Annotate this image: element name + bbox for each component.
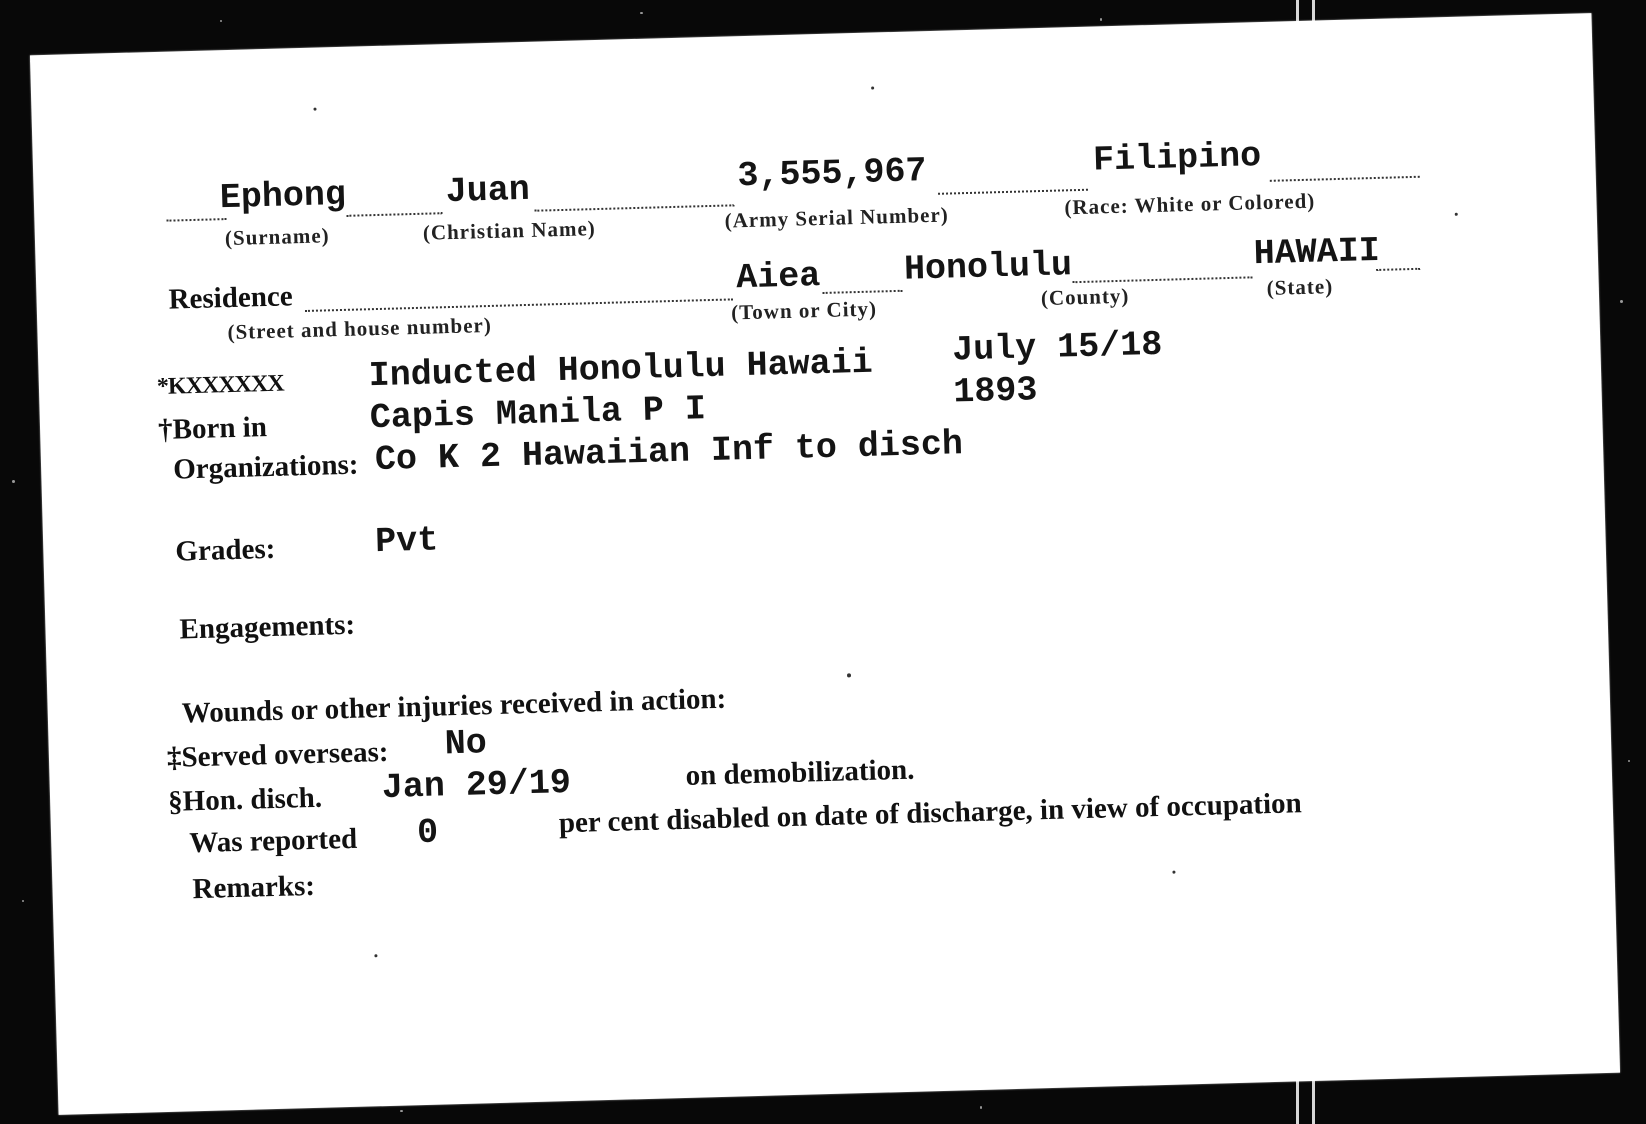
service-record-card (30, 13, 1620, 1115)
dust-mark (871, 86, 874, 89)
serial-number-caption: (Army Serial Number) (724, 202, 950, 233)
grades-label: Grades: (174, 532, 276, 568)
dotted-leader (1072, 276, 1252, 283)
organizations-value: Co K 2 Hawaiian Inf to disch (374, 424, 964, 481)
inducted-date-value: July 15/18 (951, 324, 1163, 371)
dust-mark (374, 954, 377, 957)
race-caption: (Race: White or Colored) (1064, 188, 1316, 220)
birth-year-value: 1893 (952, 370, 1038, 413)
street-caption: (Street and house number) (227, 312, 493, 345)
scan-speck (400, 1110, 403, 1112)
residence-state-value: HAWAII (1253, 230, 1381, 275)
dotted-leader (823, 290, 903, 294)
dotted-leader (305, 298, 733, 312)
dust-mark (1455, 213, 1458, 216)
residence-town-value: Aiea (735, 256, 821, 299)
scan-speck (1100, 18, 1102, 21)
scan-speck (1628, 760, 1630, 762)
serial-number-value: 3,555,967 (736, 151, 927, 197)
demobilization-text: on demobilization. (685, 753, 915, 792)
scan-speck (980, 1106, 982, 1109)
residence-label: Residence (168, 280, 294, 316)
scan-speck (1620, 300, 1623, 303)
remarks-label: Remarks: (192, 869, 316, 906)
christian-name-value: Juan (445, 169, 531, 213)
dotted-leader (938, 189, 1088, 195)
wounds-label: Wounds or other injuries received in action: (181, 682, 727, 730)
born-in-label: †Born in (157, 411, 268, 446)
served-overseas-label: ‡Served overseas: (166, 735, 389, 774)
born-in-value: Capis Manila P I (369, 389, 707, 439)
race-value: Filipino (1092, 136, 1262, 181)
scan-speck (220, 20, 222, 22)
enlisted-label-struck: *KXXXXXX (156, 370, 284, 401)
town-caption: (Town or City) (730, 296, 878, 325)
hon-disch-date-value: Jan 29/19 (381, 762, 572, 809)
organizations-label: Organizations: (172, 448, 359, 486)
scan-speck (12, 480, 15, 483)
dotted-leader (534, 204, 734, 211)
residence-county-value: Honolulu (903, 245, 1073, 290)
scan-speck (640, 12, 643, 14)
grades-value: Pvt (374, 520, 439, 563)
percent-disabled-text: per cent disabled on date of discharge, in view of occupation (558, 787, 1303, 840)
dotted-leader (1376, 268, 1420, 271)
dust-mark (1172, 871, 1175, 874)
dust-mark (313, 108, 316, 111)
dust-mark (847, 673, 851, 677)
dotted-leader (166, 218, 226, 222)
engagements-label: Engagements: (179, 608, 356, 646)
surname-value: Ephong (219, 174, 347, 219)
percent-disabled-value: 0 (416, 812, 439, 854)
surname-caption: (Surname) (224, 223, 330, 251)
scan-speck (22, 900, 24, 902)
was-reported-label: Was reported (188, 822, 358, 860)
dotted-leader (1270, 176, 1420, 182)
christian-name-caption: (Christian Name) (422, 216, 597, 245)
hon-disch-label: §Hon. disch. (167, 781, 323, 818)
served-overseas-value: No (444, 723, 488, 765)
county-caption: (County) (1040, 283, 1130, 311)
dotted-leader (346, 212, 442, 217)
state-caption: (State) (1266, 274, 1334, 300)
inducted-value: Inducted Honolulu Hawaii (368, 342, 874, 397)
